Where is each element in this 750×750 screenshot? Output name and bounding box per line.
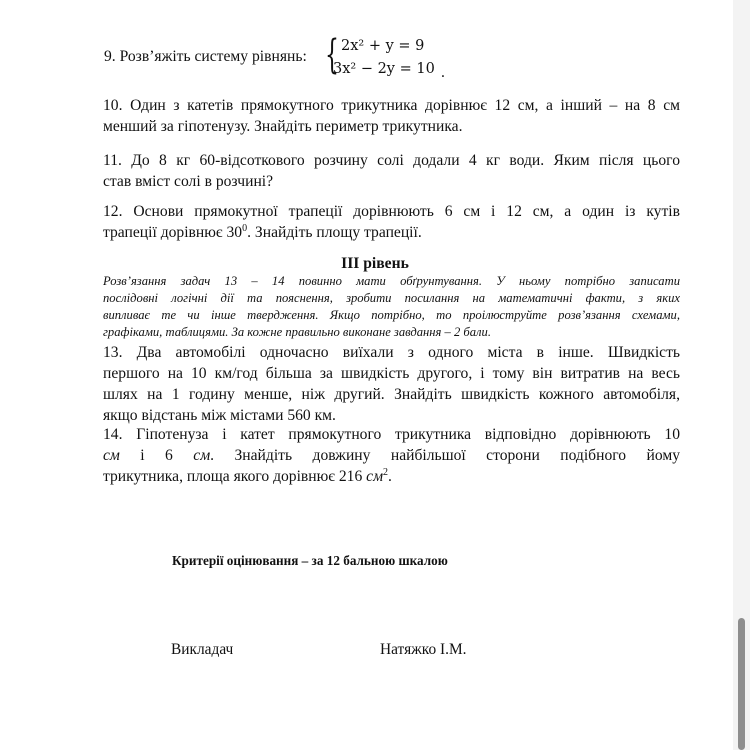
- grading-criteria: Критерії оцінювання – за 12 бальною шкалою: [172, 553, 448, 568]
- task-13-line-4: якщо відстань між містами 560 км.: [103, 407, 336, 424]
- task-12-line-2-end: . Знайдіть площу трапеції.: [247, 224, 422, 241]
- task-11: [103, 150, 680, 192]
- system-brace: {: [325, 32, 339, 78]
- unit-cm2: см: [366, 468, 384, 485]
- task-13-line-1: 13. Два автомобілі одночасно виїхали з одного міста в інше. Швидкість: [103, 344, 680, 361]
- task-10-line-1: 10. Один з катетів прямокутного трикутника дорівнює 12 см, а інший – на 8 см: [103, 97, 680, 114]
- task-14-line-2-rest: . Знайдіть довжину найбільшої сторони подібного йому: [210, 447, 680, 464]
- task-10: [103, 95, 680, 137]
- task-12: [103, 201, 680, 243]
- task-14-line-2: [103, 445, 680, 466]
- task-11-line-1: 11. До 8 кг 60-відсоткового розчину солі додали 4 кг води. Яким після цього: [103, 152, 680, 169]
- task-14: [103, 424, 680, 487]
- level-heading: ІІІ рівень: [341, 255, 409, 272]
- note-line-4: графіками, таблицями. За кожне правильно виконане завдання – 2 бали.: [103, 325, 491, 339]
- task-11-line-2: став вміст солі в розчині?: [103, 173, 274, 190]
- teacher-label: Викладач: [171, 641, 234, 658]
- level-note: [103, 273, 680, 341]
- degree-sup: 0: [242, 222, 248, 234]
- square-sup: 2: [383, 466, 389, 478]
- equation-period: .: [441, 64, 445, 81]
- scrollbar-thumb[interactable]: [738, 618, 745, 750]
- equation-2: 3x² − 2y = 10: [333, 61, 435, 77]
- teacher-name: Натяжко І.М.: [380, 641, 467, 658]
- task-13: [103, 342, 680, 426]
- task-13-line-3: шлях на 1 годину менше, ніж другий. Знайдіть швидкість кожного автомобіля,: [103, 386, 680, 403]
- note-line-3: випливає те чи інше твердження. Якщо потрібно, то проілюструйте розв’язання схемами,: [103, 308, 680, 322]
- task-14-line-1: 14. Гіпотенуза і катет прямокутного трикутника відповідно дорівнюють 10: [103, 426, 680, 443]
- task-13-line-2: першого на 10 км/год більша за швидкість другого, і тому він витратив на весь: [103, 365, 680, 382]
- note-line-1: Розв’язання задач 13 – 14 повинно мати обґрунтування. У ньому потрібно записати: [103, 274, 680, 288]
- task-9-label: 9. Розв’яжіть систему рівнянь:: [104, 48, 307, 65]
- task-12-line-2: [103, 222, 680, 243]
- note-line-2: послідовні логічні дії та пояснення, зробити посилання на математичні факти, з яких: [103, 291, 680, 305]
- unit-cm-2: см: [193, 447, 211, 464]
- task-10-line-2: менший за гіпотенузу. Знайдіть периметр трикутника.: [103, 118, 463, 135]
- task-12-line-1: 12. Основи прямокутної трапеції дорівнюють 6 см і 12 см, а один із кутів: [103, 203, 680, 220]
- task-14-line-2-mid: і 6: [119, 447, 194, 464]
- task-14-line-3-end: .: [388, 468, 392, 485]
- unit-cm: см: [103, 447, 120, 464]
- task-14-line-3-text: трикутника, площа якого дорівнює 216: [103, 468, 367, 485]
- task-14-line-3: [103, 466, 680, 487]
- equation-1: 2x² + y = 9: [341, 38, 425, 54]
- task-12-line-2-text: трапеції дорівнює 30: [103, 224, 243, 241]
